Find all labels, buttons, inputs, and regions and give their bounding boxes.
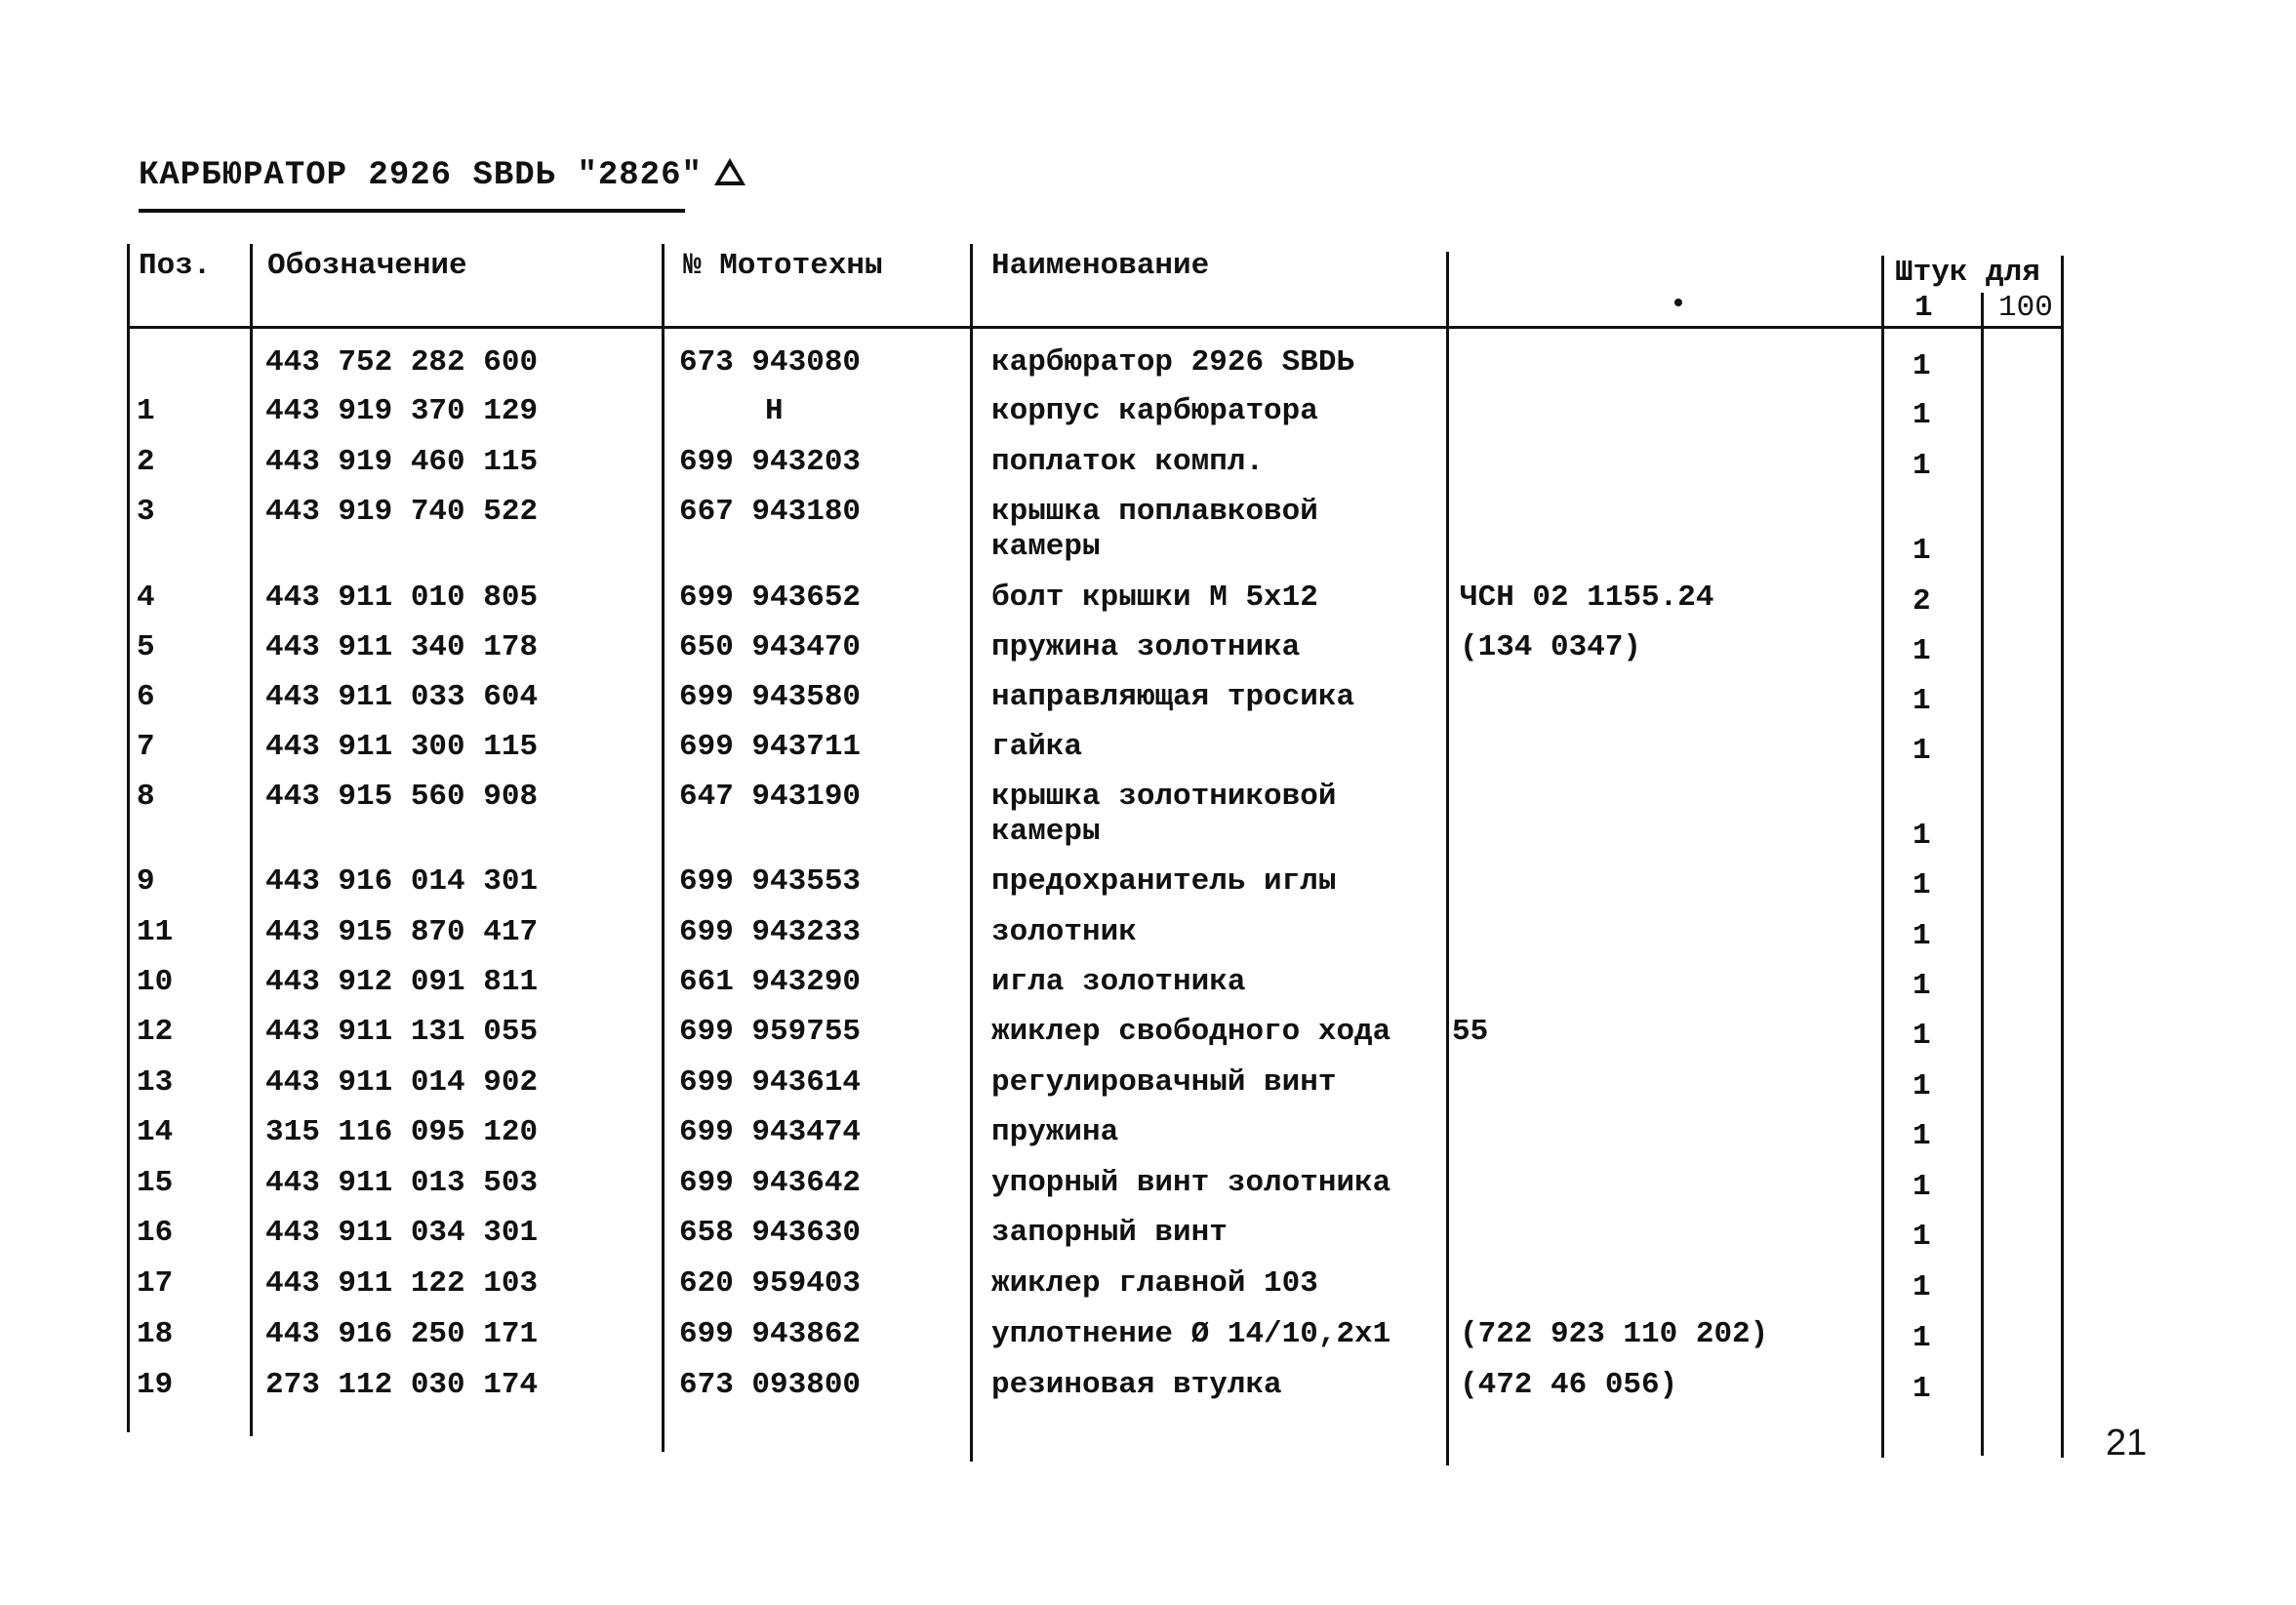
cell-mototech: 699 943614 (679, 1065, 862, 1100)
cell-pos: 8 (137, 780, 155, 814)
cell-designation: 443 915 560 908 (265, 780, 539, 814)
cell-pos: 4 (137, 581, 155, 615)
cell-pos: 19 (137, 1368, 174, 1402)
cell-designation: 443 911 014 902 (265, 1065, 539, 1100)
cell-name: корпус карбюратора (991, 394, 1318, 428)
cell-name: карбюратор 2926 SBDЬ (991, 345, 1355, 380)
column-divider-name (970, 244, 973, 1462)
header-qty-1: 1 (1914, 291, 1933, 325)
cell-name: камеры (991, 530, 1101, 564)
cell-note: (134 0347) (1460, 630, 1642, 664)
cell-pos: 15 (137, 1166, 174, 1200)
table-border-right (2061, 256, 2064, 1458)
cell-name: жиклер свободного хода (991, 1015, 1391, 1049)
cell-name: уплотнение Ø 14/10,2х1 (991, 1317, 1391, 1351)
header-dot (1674, 299, 1682, 306)
cell-name: болт крышки М 5х12 (991, 581, 1318, 615)
cell-designation: 443 912 091 811 (265, 965, 539, 999)
cell-designation: 443 911 300 115 (265, 730, 539, 764)
cell-name: игла золотника (991, 965, 1246, 999)
cell-qty: 1 (1913, 969, 1931, 1003)
header-qty: Штук для (1895, 256, 2040, 290)
cell-qty: 1 (1913, 1119, 1931, 1153)
cell-mototech: 699 943642 (679, 1166, 862, 1200)
cell-name: гайка (991, 730, 1083, 764)
cell-mototech: 699 943711 (679, 730, 862, 764)
cell-mototech: 699 943203 (679, 445, 862, 479)
cell-qty: 1 (1913, 1220, 1931, 1254)
table-border-left (127, 244, 130, 1432)
cell-name: камеры (991, 815, 1101, 849)
cell-pos: 3 (137, 495, 155, 529)
cell-pos: 12 (137, 1015, 174, 1049)
cell-pos: 17 (137, 1266, 174, 1301)
cell-pos: 5 (137, 630, 155, 664)
cell-designation: 443 911 122 103 (265, 1266, 539, 1301)
cell-mototech: 699 943862 (679, 1317, 862, 1351)
cell-qty: 1 (1913, 398, 1931, 432)
cell-pos: 2 (137, 445, 155, 479)
cell-qty: 1 (1913, 534, 1931, 568)
cell-designation: 443 911 013 503 (265, 1166, 539, 1200)
cell-qty: 1 (1913, 1170, 1931, 1204)
header-name: Наименование (991, 249, 1210, 283)
header-designation: Обозначение (267, 249, 467, 283)
cell-designation: 443 916 014 301 (265, 864, 539, 899)
cell-qty: 2 (1913, 584, 1931, 619)
cell-designation: 443 911 131 055 (265, 1015, 539, 1049)
cell-qty: 1 (1913, 819, 1931, 853)
cell-designation: 273 112 030 174 (265, 1368, 539, 1402)
cell-mototech: 667 943180 (679, 495, 862, 529)
cell-name: крышка золотниковой (991, 780, 1337, 814)
page-title-text: КАРБЮРАТОР 2926 SBDЬ "2826" (139, 157, 703, 194)
cell-mototech: 699 943474 (679, 1115, 862, 1149)
cell-pos: 10 (137, 965, 174, 999)
cell-mototech: 673 093800 (679, 1368, 862, 1402)
cell-pos: 13 (137, 1065, 174, 1100)
cell-mototech: 699 943580 (679, 680, 862, 714)
cell-pos: 18 (137, 1317, 174, 1351)
cell-name: резиновая втулка (991, 1368, 1282, 1402)
cell-pos: 9 (137, 864, 155, 899)
cell-pos: 1 (137, 394, 155, 428)
header-qty-100: 100 (1998, 291, 2053, 325)
cell-designation: 443 911 034 301 (265, 1216, 539, 1250)
cell-mototech: 673 943080 (679, 345, 862, 380)
cell-designation: 443 915 870 417 (265, 915, 539, 949)
column-divider-designation (250, 244, 253, 1436)
cell-name: направляющая тросика (991, 680, 1355, 714)
cell-name: запорный винт (991, 1216, 1228, 1250)
cell-note: 55 (1452, 1015, 1489, 1049)
cell-name: регулировачный винт (991, 1065, 1337, 1100)
cell-qty: 1 (1913, 684, 1931, 718)
cell-mototech: 699 943553 (679, 864, 862, 899)
cell-pos: 14 (137, 1115, 174, 1149)
header-separator (127, 326, 2063, 329)
cell-qty: 1 (1913, 734, 1931, 768)
cell-note: (722 923 110 202) (1460, 1317, 1769, 1351)
cell-qty: 1 (1913, 1372, 1931, 1406)
cell-note: (472 46 056) (1460, 1368, 1678, 1402)
column-divider-qty-100 (1981, 293, 1984, 1456)
cell-name: пружина золотника (991, 630, 1301, 664)
cell-designation: 443 752 282 600 (265, 345, 539, 380)
cell-mototech: 647 943190 (679, 780, 862, 814)
cell-designation: 443 911 010 805 (265, 581, 539, 615)
cell-pos: 16 (137, 1216, 174, 1250)
header-mototech: № Мототехны (683, 249, 883, 283)
cell-designation: 443 919 370 129 (265, 394, 539, 428)
cell-mototech: 699 943652 (679, 581, 862, 615)
column-divider-note (1446, 252, 1449, 1465)
cell-mototech: 650 943470 (679, 630, 862, 664)
cell-designation: 443 911 340 178 (265, 630, 539, 664)
cell-qty: 1 (1913, 1321, 1931, 1355)
cell-designation: 443 911 033 604 (265, 680, 539, 714)
cell-designation: 443 916 250 171 (265, 1317, 539, 1351)
cell-name: жиклер главной 103 (991, 1266, 1318, 1301)
cell-designation: 315 116 095 120 (265, 1115, 539, 1149)
cell-mototech: Н (765, 394, 784, 428)
cell-name: предохранитель иглы (991, 864, 1337, 899)
cell-qty: 1 (1913, 634, 1931, 668)
column-divider-qty (1881, 256, 1884, 1458)
cell-name: поплаток компл. (991, 445, 1265, 479)
cell-qty: 1 (1913, 449, 1931, 483)
cell-name: упорный винт золотника (991, 1166, 1391, 1200)
cell-qty: 1 (1913, 1270, 1931, 1304)
cell-designation: 443 919 460 115 (265, 445, 539, 479)
cell-qty: 1 (1913, 1019, 1931, 1053)
cell-pos: 7 (137, 730, 155, 764)
cell-qty: 1 (1913, 349, 1931, 383)
cell-name: пружина (991, 1115, 1119, 1149)
page-title (139, 156, 745, 194)
cell-mototech: 699 959755 (679, 1015, 862, 1049)
cell-name: крышка поплавковой (991, 495, 1318, 529)
cell-qty: 1 (1913, 919, 1931, 953)
cell-mototech: 661 943290 (679, 965, 862, 999)
triangle-icon (714, 158, 745, 185)
cell-mototech: 699 943233 (679, 915, 862, 949)
column-divider-mototech (662, 244, 665, 1452)
cell-designation: 443 919 740 522 (265, 495, 539, 529)
cell-mototech: 620 959403 (679, 1266, 862, 1301)
cell-mototech: 658 943630 (679, 1216, 862, 1250)
cell-name: золотник (991, 915, 1137, 949)
cell-pos: 6 (137, 680, 155, 714)
title-underline (139, 209, 685, 213)
cell-pos: 11 (137, 915, 174, 949)
cell-qty: 1 (1913, 1069, 1931, 1103)
cell-note: ЧСН 02 1155.24 (1460, 581, 1714, 615)
cell-qty: 1 (1913, 868, 1931, 903)
page-number: 21 (2106, 1423, 2148, 1464)
header-pos: Поз. (139, 249, 212, 283)
